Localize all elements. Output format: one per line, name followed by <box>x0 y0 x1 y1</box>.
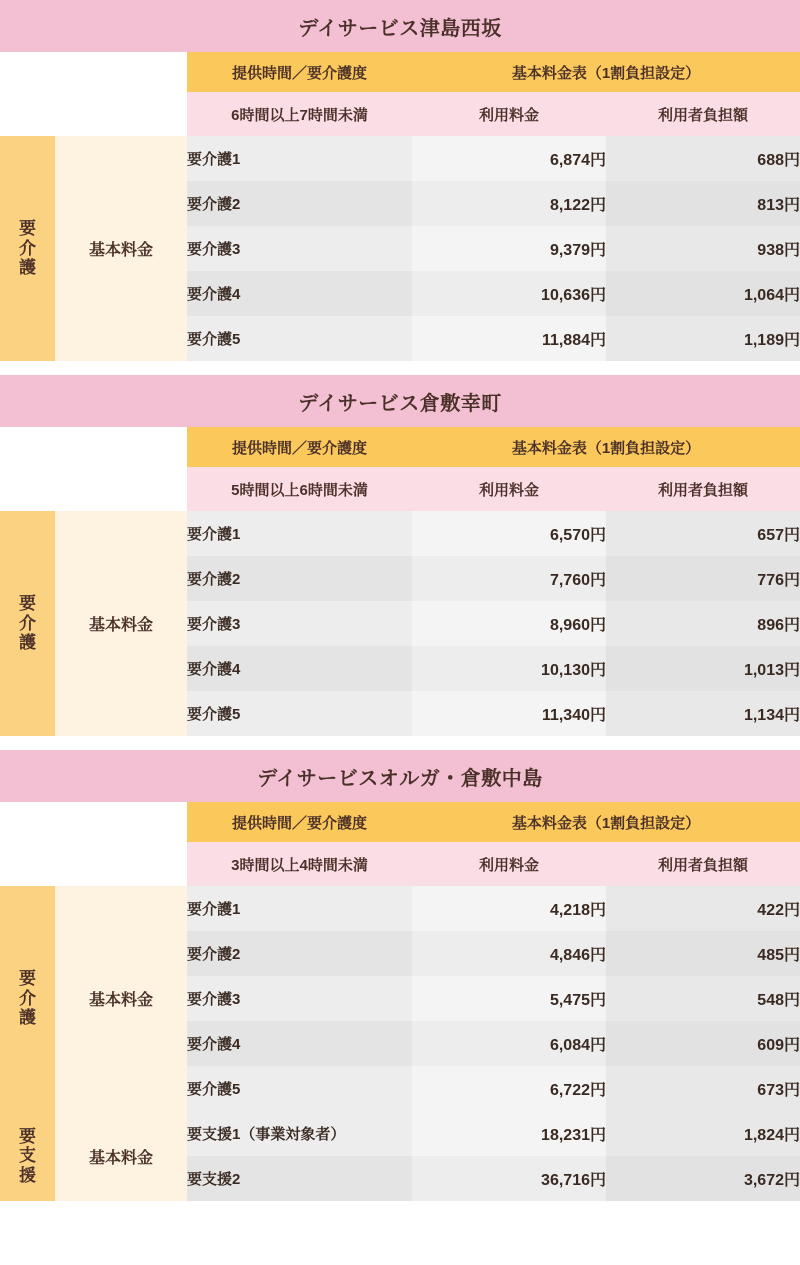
spacer-cell <box>0 427 187 467</box>
cell-usage-fee: 6,874円 <box>412 136 606 181</box>
cell-user-burden: 609円 <box>606 1021 800 1066</box>
cell-care-level: 要介護2 <box>187 556 412 601</box>
header-user-burden: 利用者負担額 <box>606 92 800 136</box>
header-time-range: 5時間以上6時間未満 <box>187 467 412 511</box>
header-user-burden: 利用者負担額 <box>606 842 800 886</box>
side-label-text: 要介護 <box>19 219 36 278</box>
cell-care-level: 要支援1（事業対象者） <box>187 1111 412 1156</box>
header-row-sub <box>0 842 800 886</box>
facility-block <box>0 375 800 736</box>
cell-user-burden: 1,824円 <box>606 1111 800 1156</box>
cell-user-burden: 1,189円 <box>606 316 800 361</box>
header-usage-fee: 利用料金 <box>412 842 606 886</box>
cell-user-burden: 422円 <box>606 886 800 931</box>
cell-care-level: 要介護5 <box>187 691 412 736</box>
cell-care-level: 要介護1 <box>187 511 412 556</box>
cell-usage-fee: 10,130円 <box>412 646 606 691</box>
cell-usage-fee: 36,716円 <box>412 1156 606 1201</box>
header-time-range: 3時間以上4時間未満 <box>187 842 412 886</box>
table-row <box>0 511 800 556</box>
cell-care-level: 要介護4 <box>187 646 412 691</box>
rate-table <box>0 52 800 361</box>
side-label-kaigo <box>0 511 55 736</box>
cell-usage-fee: 11,340円 <box>412 691 606 736</box>
cell-user-burden: 896円 <box>606 601 800 646</box>
cell-usage-fee: 5,475円 <box>412 976 606 1021</box>
cell-care-level: 要介護4 <box>187 271 412 316</box>
cell-user-burden: 1,013円 <box>606 646 800 691</box>
sub-label-basic-fee: 基本料金 <box>55 136 187 361</box>
cell-usage-fee: 6,084円 <box>412 1021 606 1066</box>
cell-care-level: 要介護5 <box>187 1066 412 1111</box>
header-row-sub <box>0 467 800 511</box>
cell-user-burden: 673円 <box>606 1066 800 1111</box>
header-usage-fee: 利用料金 <box>412 467 606 511</box>
cell-usage-fee: 8,122円 <box>412 181 606 226</box>
cell-care-level: 要介護2 <box>187 931 412 976</box>
spacer-cell <box>0 92 187 136</box>
cell-usage-fee: 6,570円 <box>412 511 606 556</box>
header-basic-table: 基本料金表（1割負担設定） <box>412 802 800 842</box>
cell-usage-fee: 9,379円 <box>412 226 606 271</box>
side-label-text: 要介護 <box>19 969 36 1028</box>
side-label-kaigo <box>0 136 55 361</box>
header-time-care: 提供時間／要介護度 <box>187 802 412 842</box>
sub-label-basic-fee: 基本料金 <box>55 511 187 736</box>
table-row <box>0 886 800 931</box>
cell-care-level: 要介護1 <box>187 886 412 931</box>
facility-title: デイサービス津島西坂 <box>0 0 800 52</box>
header-time-care: 提供時間／要介護度 <box>187 52 412 92</box>
header-row-sub <box>0 92 800 136</box>
cell-usage-fee: 8,960円 <box>412 601 606 646</box>
cell-user-burden: 3,672円 <box>606 1156 800 1201</box>
header-user-burden: 利用者負担額 <box>606 467 800 511</box>
sub-label-basic-fee: 基本料金 <box>55 1111 187 1201</box>
cell-care-level: 要介護3 <box>187 226 412 271</box>
table-row <box>0 1111 800 1156</box>
header-basic-table: 基本料金表（1割負担設定） <box>412 52 800 92</box>
sub-label-basic-fee: 基本料金 <box>55 886 187 1111</box>
cell-care-level: 要介護3 <box>187 601 412 646</box>
cell-user-burden: 938円 <box>606 226 800 271</box>
spacer-cell <box>0 802 187 842</box>
cell-usage-fee: 4,218円 <box>412 886 606 931</box>
facility-block <box>0 0 800 361</box>
cell-care-level: 要介護3 <box>187 976 412 1021</box>
spacer-cell <box>0 467 187 511</box>
side-label-kaigo <box>0 886 55 1111</box>
cell-user-burden: 1,134円 <box>606 691 800 736</box>
cell-user-burden: 657円 <box>606 511 800 556</box>
rate-table <box>0 802 800 1201</box>
cell-user-burden: 688円 <box>606 136 800 181</box>
cell-usage-fee: 11,884円 <box>412 316 606 361</box>
table-row <box>0 136 800 181</box>
facility-block <box>0 750 800 1201</box>
side-label-text: 要支援 <box>19 1126 36 1185</box>
header-time-range: 6時間以上7時間未満 <box>187 92 412 136</box>
cell-user-burden: 776円 <box>606 556 800 601</box>
cell-user-burden: 813円 <box>606 181 800 226</box>
cell-usage-fee: 18,231円 <box>412 1111 606 1156</box>
cell-care-level: 要介護4 <box>187 1021 412 1066</box>
cell-care-level: 要介護5 <box>187 316 412 361</box>
cell-usage-fee: 7,760円 <box>412 556 606 601</box>
facility-title: デイサービスオルガ・倉敷中島 <box>0 750 800 802</box>
side-label-shien <box>0 1111 55 1201</box>
header-basic-table: 基本料金表（1割負担設定） <box>412 427 800 467</box>
cell-usage-fee: 4,846円 <box>412 931 606 976</box>
spacer-cell <box>0 52 187 92</box>
header-usage-fee: 利用料金 <box>412 92 606 136</box>
facility-title: デイサービス倉敷幸町 <box>0 375 800 427</box>
rate-table <box>0 427 800 736</box>
cell-user-burden: 485円 <box>606 931 800 976</box>
spacer-cell <box>0 842 187 886</box>
cell-usage-fee: 6,722円 <box>412 1066 606 1111</box>
cell-user-burden: 548円 <box>606 976 800 1021</box>
cell-care-level: 要支援2 <box>187 1156 412 1201</box>
cell-user-burden: 1,064円 <box>606 271 800 316</box>
side-label-text: 要介護 <box>19 594 36 653</box>
header-row-top <box>0 52 800 92</box>
header-time-care: 提供時間／要介護度 <box>187 427 412 467</box>
header-row-top <box>0 802 800 842</box>
cell-care-level: 要介護2 <box>187 181 412 226</box>
cell-usage-fee: 10,636円 <box>412 271 606 316</box>
header-row-top <box>0 427 800 467</box>
cell-care-level: 要介護1 <box>187 136 412 181</box>
